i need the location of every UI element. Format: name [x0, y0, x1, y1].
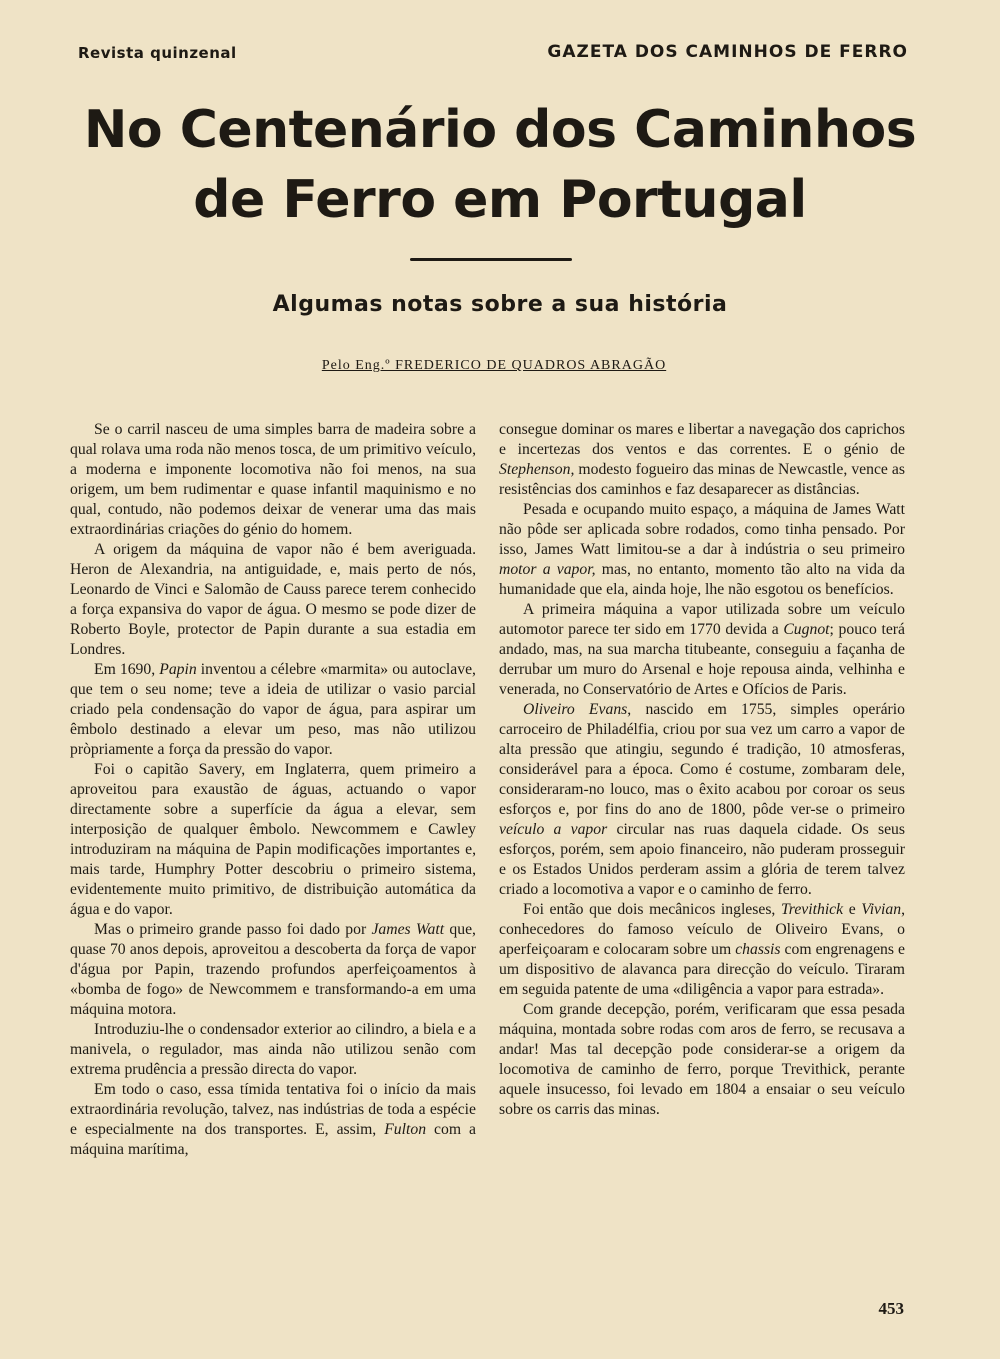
italic-name: Cugnot: [783, 621, 830, 638]
italic-term: veículo a vapor: [499, 821, 608, 838]
article-subtitle: Algumas notas sobre a sua história: [272, 292, 728, 317]
text-run: Em 1690,: [94, 661, 160, 678]
italic-name: Stephenson,: [499, 461, 575, 478]
text-run: inventou a célebre «marmita» ou autoclave, que tem o seu nome; teve a ideia de utilizar o vasio parcial criado pela condensação do vapor de água, para aspirar um êmbolo destinado a elevar um peso, mas não utilizou pròpriamente a força da pressão do vapor.: [70, 661, 476, 758]
text-run: Em todo o caso, essa tímida tentativa foi o início da mais extraordinária revolução, talvez, nas indústrias de toda a espécie e especialmente na dos transportes. E, assim,: [70, 1081, 476, 1138]
italic-term: motor a vapor,: [499, 561, 596, 578]
text-run: Foi então que dois mecânicos ingleses,: [523, 901, 781, 918]
header-publication-name: GAZETA DOS CAMINHOS DE FERRO: [547, 42, 908, 62]
text-run: ; pouco terá andado, mas, na sua marcha titubeante, conseguiu a façanha de derrubar um muro do Arsenal e hoje repousa ainda, velhinha e venerada, no Conservatório de Artes e Ofícios de Paris.: [499, 621, 905, 698]
paragraph: Se o carril nasceu de uma simples barra de madeira sobre a qual rolava uma roda não menos tosca, de um primitivo veículo, a moderna e imponente locomotiva não foi menos, na sua origem, um bem rudimentar e quase infantil maquinismo e no qual, contudo, não podemos deixar de venerar uma das mais extraordinárias criações do génio do homem.: [70, 421, 476, 538]
text-run: , nascido em 1755, simples operário carroceiro de Philadélfia, criou por sua vez um carro a vapor de alta pressão que atingiu, segundo é tradição, 10 atmosferas, considerável para a época. Como é costume, zombaram dele, consideraram-no louco, mas o êxito acabou por coroar os seus esforços e, por fins do ano de 1800, pôde ver-se o primeiro: [499, 701, 905, 818]
paragraph: [499, 500, 905, 600]
paragraph: [70, 1080, 476, 1160]
header-periodicity: Revista quinzenal: [78, 44, 237, 62]
article-title: [40, 95, 960, 235]
italic-term: chassis: [735, 941, 781, 958]
text-run: e: [843, 901, 862, 918]
text-run: modesto fogueiro das minas de Newcastle, vence as resistências dos caminhos e faz desaparecer as distâncias.: [499, 461, 905, 498]
paragraph: [499, 900, 905, 1000]
article-byline: [0, 358, 988, 374]
paragraph: [499, 700, 905, 900]
title-divider: [410, 258, 572, 261]
page-number: 453: [878, 1299, 904, 1318]
text-run: circular nas ruas daquela cidade. Os seus esforços, porém, sem apoio financeiro, não puderam prosseguir e os Estados Unidos perderam assim a glória de terem talvez criado a locomotiva a vapor e o caminho de ferro.: [499, 821, 905, 898]
byline-text: Pelo Eng.º FREDERICO DE QUADROS ABRAGÃO: [321, 358, 667, 373]
text-run: Pesada e ocupando muito espaço, a máquina de James Watt não pôde ser aplicada sobre rodados, como tinha pensado. Por isso, James Watt limitou-se a dar à indústria o seu primeiro: [499, 501, 905, 558]
italic-name: Papin: [159, 661, 197, 678]
paragraph: Com grande decepção, porém, verificaram que essa pesada máquina, montada sobre rodas com aros de ferro, se recusava a andar! Mas tal decepção pode considerar-se a origem da locomotiva de caminho de ferro, porque Trevithick, perante aquele insucesso, foi levado em 1804 a ensaiar o seu veículo sobre os carris das minas.: [499, 1001, 905, 1118]
article-title-line-2: de Ferro em Portugal: [193, 170, 807, 230]
italic-name: Trevithick: [780, 901, 844, 918]
paragraph: A origem da máquina de vapor não é bem averiguada. Heron de Alexandria, na antiguidade, e, mais perto de nós, Leonardo de Vinci e Salomão de Causs parece terem conhecido a força expansiva do vapor de água. O mesmo se pode dizer de Roberto Boyle, protector de Papin durante a sua estadia em Londres.: [70, 541, 476, 658]
paragraph: [499, 600, 905, 700]
italic-name: Oliveiro Evans: [523, 701, 628, 718]
article-title-line-1: No Centenário dos Caminhos: [83, 100, 917, 160]
paragraph: Introduziu-lhe o condensador exterior ao cilindro, a biela e a manivela, o regulador, mas ainda não utilizou senão com extrema prudência a pressão directa do vapor.: [70, 1021, 476, 1078]
paragraph: [70, 920, 476, 1020]
text-run: com a máquina marítima,: [70, 1121, 476, 1158]
text-run: com engrenagens e um dispositivo de alavanca para direcção do veículo. Tiraram em seguida patente de uma «diligência a vapor para estrada».: [499, 941, 905, 998]
text-run: Mas o primeiro grande passo foi dado por: [94, 921, 372, 938]
text-run: , conhecedores do famoso veículo de Oliveiro Evans, o aperfeiçoaram e colocaram sobre um: [499, 901, 905, 958]
paragraph: Foi o capitão Savery, em Inglaterra, quem primeiro a aproveitou para exaustão de águas, actuando o vapor directamente sobre a superfície da água a elevar, sem interposição de qualquer êmbolo. Newcommem e Cawley introduziram na máquina de Papin modificações importantes e, mais tarde, Humphry Potter descobriu o primeiro sistema, evidentemente muito primitivo, de distribuição automática da água e do vapor.: [70, 761, 476, 918]
text-column-right: [499, 420, 905, 1120]
paragraph: [70, 660, 476, 760]
italic-name: Fulton: [384, 1121, 427, 1138]
text-column-left: [70, 420, 476, 1160]
italic-name: James Watt: [371, 921, 445, 938]
italic-name: Vivian: [861, 901, 902, 918]
text-run: consegue dominar os mares e libertar a navegação dos caprichos e incertezas dos ventos e das correntes. E o génio de: [499, 421, 905, 458]
text-run: que, quase 70 anos depois, aproveitou a descoberta da força de vapor d'água por Papin, trazendo profundos aperfeiçoamentos à «bomba de fogo» de Newcommem e transformando-a em uma máquina motora.: [70, 921, 476, 1018]
text-run: A primeira máquina a vapor utilizada sobre um veículo automotor parece ter sido em 1770 devida a: [499, 601, 905, 638]
paragraph: [499, 420, 905, 500]
text-run: mas, no entanto, momento tão alto na vida da humanidade que ela, ainda hoje, lhe não esgotou os benefícios.: [499, 561, 905, 598]
